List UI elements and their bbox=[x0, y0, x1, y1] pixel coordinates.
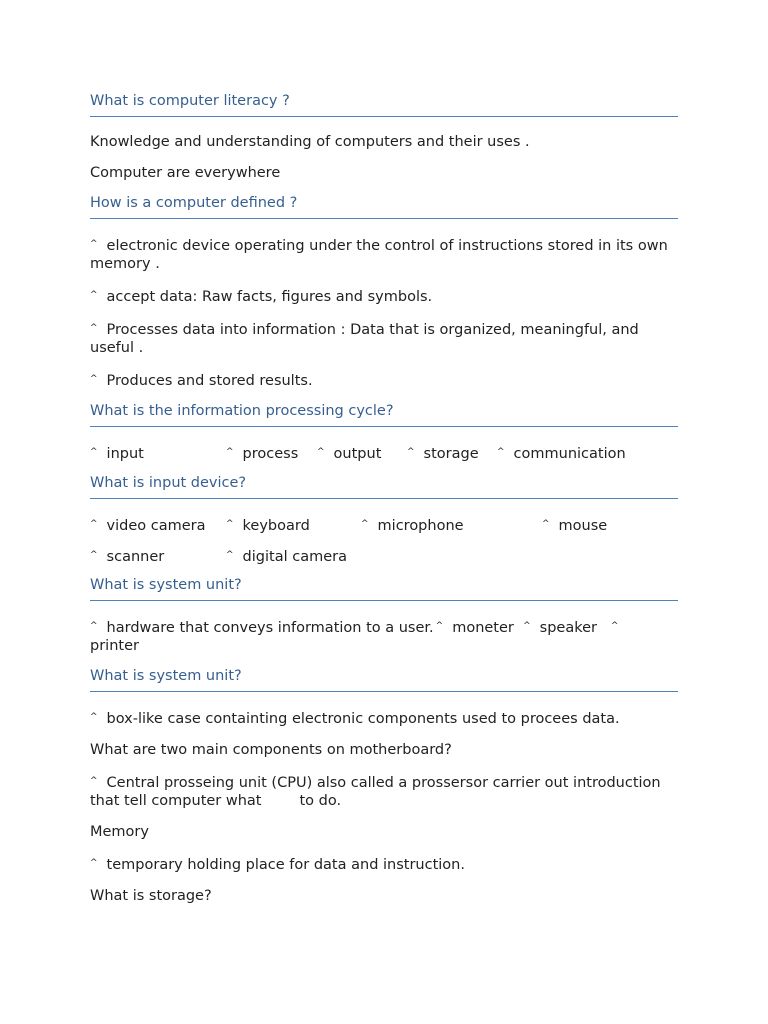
question-motherboard: What are two main components on motherboard? bbox=[90, 742, 452, 758]
bullet-text: accept data: Raw facts, figures and symbols. bbox=[106, 289, 433, 305]
bullet-marker: ^ bbox=[407, 447, 415, 457]
list-item: ^ storage bbox=[407, 446, 479, 462]
section-heading-computer-literacy: What is computer literacy ? bbox=[90, 92, 678, 117]
bullet-marker: ^ bbox=[226, 447, 234, 457]
list-item: ^ microphone bbox=[361, 518, 464, 534]
bullet-item-processes-data bbox=[90, 319, 678, 357]
input-device-row-1 bbox=[90, 515, 678, 533]
bullet-marker: ^ bbox=[90, 621, 98, 631]
bullet-marker: ^ bbox=[90, 776, 98, 786]
section-heading-processing-cycle: What is the information processing cycle? bbox=[90, 402, 678, 427]
bullet-marker: ^ bbox=[90, 550, 98, 560]
paragraph-computers-everywhere: Computer are everywhere bbox=[90, 165, 281, 181]
section-heading-input-device: What is input device? bbox=[90, 474, 678, 499]
section-heading-system-unit: What is system unit? bbox=[90, 576, 678, 601]
bullet-text: Produces and stored results. bbox=[106, 373, 313, 389]
bullet-marker: ^ bbox=[542, 519, 550, 529]
document-body bbox=[90, 92, 678, 918]
bullet-item-accept-data bbox=[90, 286, 678, 306]
bullet-item-electronic-device bbox=[90, 235, 678, 273]
list-item: ^ scanner bbox=[90, 549, 165, 565]
list-item: ^ digital camera bbox=[226, 549, 347, 565]
bullet-marker: ^ bbox=[317, 447, 325, 457]
paragraph-literacy-definition: Knowledge and understanding of computers and their uses . bbox=[90, 134, 530, 150]
list-item: ^ input bbox=[90, 446, 144, 462]
bullet-marker: ^ bbox=[226, 550, 234, 560]
bullet-marker: ^ bbox=[90, 374, 98, 384]
list-item: ^ video camera bbox=[90, 518, 206, 534]
bullet-marker: ^ bbox=[497, 447, 505, 457]
bullet-marker: ^ bbox=[90, 290, 98, 300]
bullet-item-cpu: ^ Central prosseing unit (CPU) also called a prossersor carrier out introduction that tell computer what to do. bbox=[90, 775, 661, 809]
bullet-marker: ^ bbox=[90, 712, 98, 722]
bullet-text: electronic device operating under the control of instructions stored in its own memory . bbox=[90, 238, 668, 272]
output-device-item: ^ hardware that conveys information to a user. ^ moneter ^ speaker ^ printer bbox=[90, 620, 619, 654]
list-item: ^ mouse bbox=[542, 518, 608, 534]
bullet-marker: ^ bbox=[435, 621, 444, 631]
processing-cycle-items bbox=[90, 443, 678, 461]
bullet-text: Processes data into information : Data that is organized, meaningful, and useful . bbox=[90, 322, 639, 356]
section-heading-computer-defined: How is a computer defined ? bbox=[90, 194, 678, 219]
paragraph-memory: Memory bbox=[90, 824, 149, 840]
bullet-marker: ^ bbox=[90, 519, 98, 529]
bullet-marker: ^ bbox=[610, 621, 619, 631]
bullet-marker: ^ bbox=[226, 519, 234, 529]
list-item: ^ communication bbox=[497, 446, 626, 462]
bullet-item-box-like-case: ^ box-like case containting electronic components used to procees data. bbox=[90, 711, 620, 727]
section-heading-system-unit-2: What is system unit? bbox=[90, 667, 678, 692]
bullet-item-produces-results bbox=[90, 370, 678, 390]
bullet-marker: ^ bbox=[523, 621, 531, 631]
bullet-marker: ^ bbox=[90, 323, 98, 333]
bullet-marker: ^ bbox=[361, 519, 369, 529]
bullet-marker: ^ bbox=[90, 239, 98, 249]
list-item: ^ process bbox=[226, 446, 299, 462]
bullet-marker: ^ bbox=[90, 858, 98, 868]
question-storage: What is storage? bbox=[90, 888, 212, 904]
list-item: ^ keyboard bbox=[226, 518, 310, 534]
list-item: ^ output bbox=[317, 446, 382, 462]
bullet-item-temporary-holding: ^ temporary holding place for data and instruction. bbox=[90, 857, 465, 873]
input-device-row-2 bbox=[90, 546, 678, 564]
bullet-marker: ^ bbox=[90, 447, 98, 457]
